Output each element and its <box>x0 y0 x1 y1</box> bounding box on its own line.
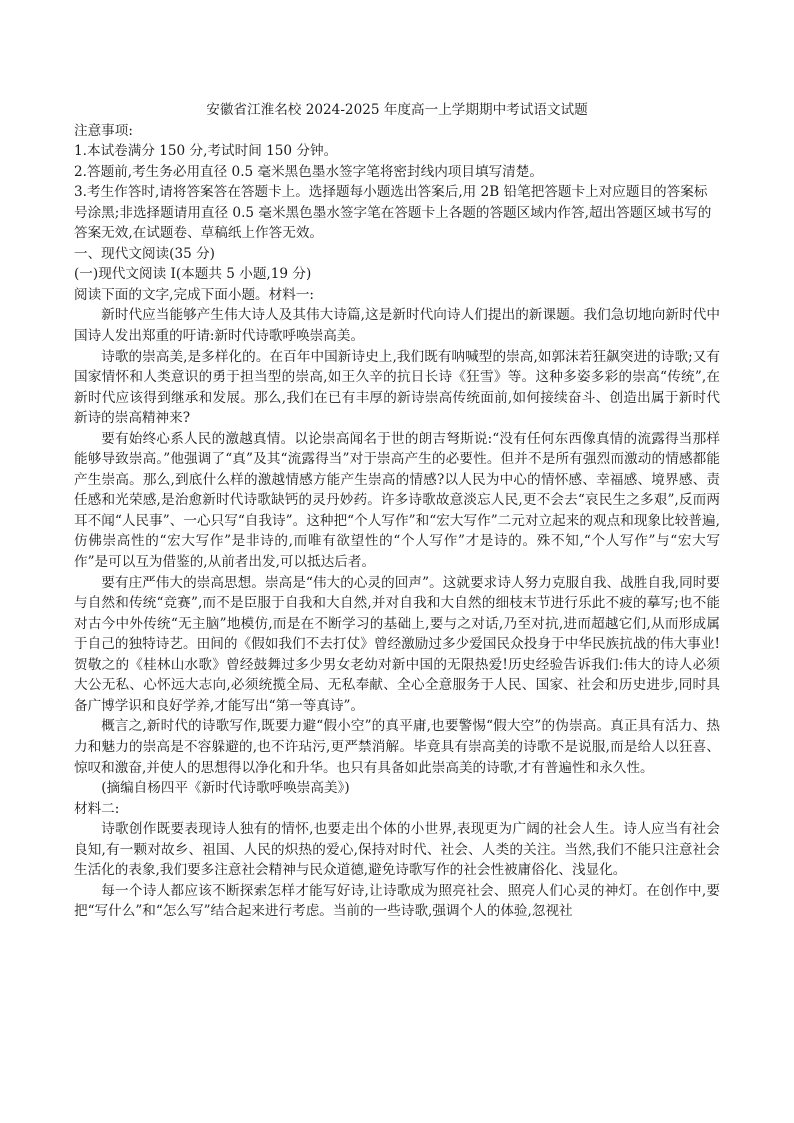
notice-item-1: 1.本试卷满分 150 分,考试时间 150 分钟。 <box>74 143 338 160</box>
material1-paragraph-5: 概言之,新时代的诗歌写作,既要力避“假小空”的真平庸,也要警惕“假大空”的伪崇高。真正具有活力、热力和魅力的崇高是不容躲避的,也不许玷污,更严禁消解。毕竟具有崇高美的诗歌不是说服,而是给人以狂喜、惊叹和激奋,并使人的思想得以净化和升华。也只有具备如此崇高美的诗歌,才有普遍性和永久性。 <box>74 718 720 776</box>
material2-label: 材料二: <box>74 800 120 817</box>
material1-paragraph-4: 要有庄严伟大的崇高思想。崇高是“伟大的心灵的回声”。这就要求诗人努力克服自我、战胜自我,同时要与自然和传统“竞赛”,而不是臣服于自我和大自然,并对自我和大自然的细枝末节进行乐此不疲的摹写;也不能对古今中外传统“无主脑”地模仿,而是在不断学习的基础上,要与之对话,乃至对抗,进而超越它们,从而形成属于自己的独特诗艺。田间的《假如我们不去打仗》曾经激励过多少爱国民众投身于中华民族抗战的伟大事业!贺敬之的《桂林山水歌》曾经鼓舞过多少男女老幼对新中国的无限热爱!历史经验告诉我们:伟大的诗人必须大公无私、心怀远大志向,必须统揽全局、无私奉献、全心全意服务于人民、国家、社会和历史进步,同时具备广博学识和良好学养,才能写出“第一等真诗”。 <box>74 574 720 714</box>
notice-item-2: 2.答题前,考生务必用直径 0.5 毫米黑色墨水签字笔将密封线内项目填写清楚。 <box>74 163 543 180</box>
material2-paragraph-2: 每一个诗人都应该不断探索怎样才能写好诗,让诗歌成为照亮社会、照亮人们心灵的神灯。在创作中,要把“写什么”和“怎么写”结合起来进行考虑。当前的一些诗歌,强调个人的体验,忽视社 <box>74 882 720 920</box>
exam-title: 安徽省江淮名校 2024-2025 年度高一上学期期中考试语文试题 <box>206 102 588 118</box>
material1-source: (摘编自杨四平《新时代诗歌呼唤崇高美》) <box>101 780 350 797</box>
reading-instruction: 阅读下面的文字,完成下面小题。材料一: <box>74 286 314 303</box>
notice-item-3: 3.考生作答时,请将答案答在答题卡上。选择题每小题选出答案后,用 2B 铅笔把答题卡上对应题目的答案标号涂黑;非选择题请用直径 0.5 毫米黑色墨水签字笔在答题卡上各题的答题区域内作答,超出答题区域书写的答案无效,在试题卷、草稿纸上作答无效。 <box>74 184 712 242</box>
material1-paragraph-3: 要有始终心系人民的激越真情。以论崇高闻名于世的朗吉弩斯说:“没有任何东西像真情的流露得当那样能够导致崇高。”他强调了“真”及其“流露得当”对于崇高产生的必要性。但并不是所有强烈而激动的情感都能产生崇高。那么,到底什么样的激越情感方能产生崇高的情感?以人民为中心的情怀感、幸福感、境界感、责任感和光荣感,是治愈新时代诗歌缺钙的灵丹妙药。许多诗歌故意淡忘人民,更不会去“哀民生之多艰”,反而两耳不闻“人民事”、一心只写“自我诗”。这种把“个人写作”和“宏大写作”二元对立起来的观点和现象比较普遍,仿佛崇高性的“宏大写作”是非诗的,而唯有欲望性的“个人写作”才是诗的。殊不知,“个人写作”与“宏大写作”是可以互为借鉴的,从前者出发,可以抵达后者。 <box>74 430 720 571</box>
section-title: 一、现代文阅读(35 分) <box>74 245 215 262</box>
subsection-title: (一)现代文阅读 I(本题共 5 小题,19 分) <box>74 266 312 283</box>
material1-paragraph-2: 诗歌的崇高美,是多样化的。在百年中国新诗史上,我们既有呐喊型的崇高,如郭沫若狂飙突进的诗歌;又有国家情怀和人类意识的勇于担当型的崇高,如王久辛的抗日长诗《狂雪》等。这种多姿多彩的崇高“传统”,在新时代应该得到继承和发展。那么,我们在已有丰厚的新诗崇高传统面前,如何接续奋斗、创造出属于新时代新诗的崇高精神来? <box>74 348 720 427</box>
material1-paragraph-1: 新时代应当能够产生伟大诗人及其伟大诗篇,这是新时代向诗人们提出的新课题。我们急切地向新时代中国诗人发出郑重的吁请:新时代诗歌呼唤崇高美。 <box>74 307 720 345</box>
notice-heading: 注意事项: <box>74 122 133 139</box>
material2-paragraph-1: 诗歌创作既要表现诗人独有的情怀,也要走出个体的小世界,表现更为广阔的社会人生。诗人应当有社会良知,有一颗对故乡、祖国、人民的炽热的爱心,保持对时代、社会、人类的关注。当然,我们不能只注意社会生活化的表象,我们要多注意社会精神与民众道德,避免诗歌写作的社会性被庸俗化、浅显化。 <box>74 821 720 879</box>
